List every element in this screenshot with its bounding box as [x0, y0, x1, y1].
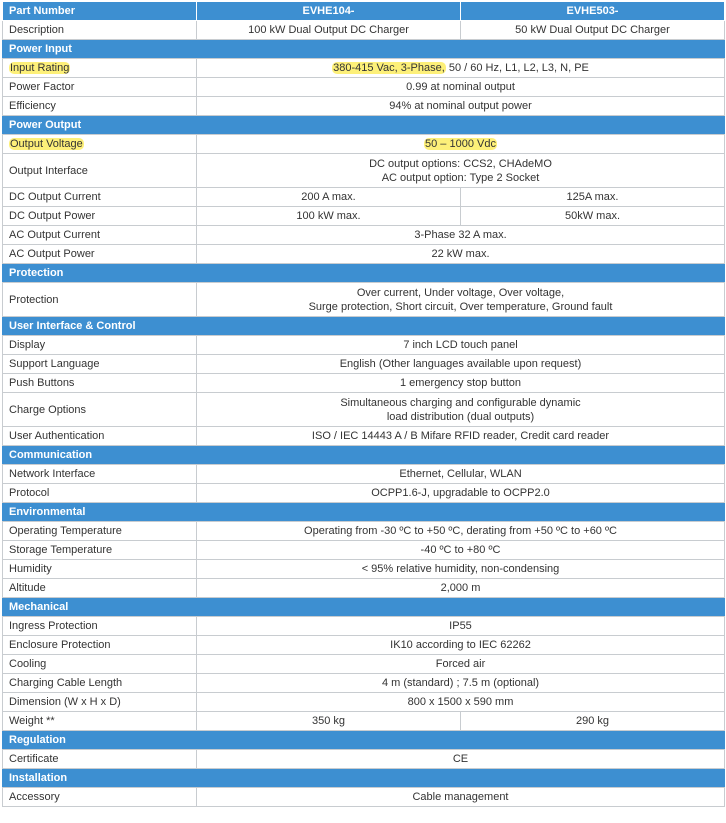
table-row-altitude [3, 579, 725, 598]
row-label: DC Output Power [3, 207, 197, 226]
row-label: Weight ** [3, 712, 197, 731]
row-value: 2,000 m [197, 579, 725, 598]
row-value [197, 135, 725, 154]
row-value: 22 kW max. [197, 245, 725, 264]
spec-table [2, 1, 725, 807]
table-row-ac-output-power [3, 245, 725, 264]
row-label: Protocol [3, 484, 197, 503]
row-value: 7 inch LCD touch panel [197, 336, 725, 355]
row-label: Cooling [3, 655, 197, 674]
row-label: AC Output Current [3, 226, 197, 245]
value-line: Surge protection, Short circuit, Over temperature, Ground fault [308, 300, 613, 313]
table-row-enclosure-protection [3, 636, 725, 655]
row-label: User Authentication [3, 427, 197, 446]
table-row-ac-output-current [3, 226, 725, 245]
row-label: Network Interface [3, 465, 197, 484]
row-value-evhe503: 50kW max. [461, 207, 725, 226]
section-environmental [3, 503, 725, 522]
row-label: Power Factor [3, 78, 197, 97]
highlight-mark: Output Voltage [10, 138, 83, 150]
value-line: Simultaneous charging and configurable dynamic [340, 396, 581, 409]
row-label: Ingress Protection [3, 617, 197, 636]
table-row-input-rating [3, 59, 725, 78]
row-value [197, 393, 725, 427]
table-row-humidity [3, 560, 725, 579]
table-row-protection [3, 283, 725, 317]
row-label: Dimension (W x H x D) [3, 693, 197, 712]
section-mechanical [3, 598, 725, 617]
table-row-network-interface [3, 465, 725, 484]
table-row-user-authentication [3, 427, 725, 446]
section-user-interface-control [3, 317, 725, 336]
row-value-evhe503: 290 kg [461, 712, 725, 731]
header-part-number: Part Number [3, 2, 197, 21]
table-row-output-voltage [3, 135, 725, 154]
row-value: 800 x 1500 x 590 mm [197, 693, 725, 712]
row-value-evhe503: 125A max. [461, 188, 725, 207]
section-title: Mechanical [3, 598, 725, 617]
row-label [3, 135, 197, 154]
section-title: Communication [3, 446, 725, 465]
section-installation [3, 769, 725, 788]
row-value: 1 emergency stop button [197, 374, 725, 393]
section-title: Regulation [3, 731, 725, 750]
table-row-charge-options [3, 393, 725, 427]
row-value-evhe104: 200 A max. [197, 188, 461, 207]
row-label: Efficiency [3, 97, 197, 116]
highlight-mark: Input Rating [10, 62, 70, 74]
row-value: CE [197, 750, 725, 769]
table-row-description [3, 21, 725, 40]
row-label: Push Buttons [3, 374, 197, 393]
row-value: IP55 [197, 617, 725, 636]
row-label: Protection [3, 283, 197, 317]
row-label: Support Language [3, 355, 197, 374]
table-row-dimension [3, 693, 725, 712]
table-row-accessory [3, 788, 725, 807]
value-rest: 50 / 60 Hz, L1, L2, L3, N, PE [445, 62, 589, 74]
section-title: Power Output [3, 116, 725, 135]
row-label: Storage Temperature [3, 541, 197, 560]
row-value: Ethernet, Cellular, WLAN [197, 465, 725, 484]
table-row-weight [3, 712, 725, 731]
highlight-mark: 50 – 1000 Vdc [425, 138, 496, 150]
table-row-ingress-protection [3, 617, 725, 636]
row-value: < 95% relative humidity, non-condensing [197, 560, 725, 579]
highlight-mark: 380-415 Vac, 3-Phase, [333, 62, 445, 74]
value-line: load distribution (dual outputs) [386, 410, 535, 423]
row-value: 4 m (standard) ; 7.5 m (optional) [197, 674, 725, 693]
row-label: Operating Temperature [3, 522, 197, 541]
row-value: 94% at nominal output power [197, 97, 725, 116]
row-value: Cable management [197, 788, 725, 807]
header-model-evhe503: EVHE503- [461, 2, 725, 21]
row-value [197, 154, 725, 188]
table-row-cooling [3, 655, 725, 674]
row-value: IK10 according to IEC 62262 [197, 636, 725, 655]
row-value: OCPP1.6-J, upgradable to OCPP2.0 [197, 484, 725, 503]
row-label: Humidity [3, 560, 197, 579]
row-label: Display [3, 336, 197, 355]
row-label: Output Interface [3, 154, 197, 188]
row-label: Altitude [3, 579, 197, 598]
row-label: Charging Cable Length [3, 674, 197, 693]
section-power-output [3, 116, 725, 135]
table-row-power-factor [3, 78, 725, 97]
row-value: Operating from -30 ºC to +50 ºC, derating from +50 ºC to +60 ºC [197, 522, 725, 541]
section-title: User Interface & Control [3, 317, 725, 336]
table-row-dc-output-current [3, 188, 725, 207]
value-line: AC output option: Type 2 Socket [381, 171, 540, 184]
row-value: English (Other languages available upon request) [197, 355, 725, 374]
row-label: DC Output Current [3, 188, 197, 207]
section-regulation [3, 731, 725, 750]
row-label: Charge Options [3, 393, 197, 427]
row-value [197, 59, 725, 78]
table-row-operating-temperature [3, 522, 725, 541]
table-row-storage-temperature [3, 541, 725, 560]
section-title: Installation [3, 769, 725, 788]
table-row-charging-cable-length [3, 674, 725, 693]
row-value: 3-Phase 32 A max. [197, 226, 725, 245]
row-value: -40 ºC to +80 ºC [197, 541, 725, 560]
value-line: DC output options: CCS2, CHAdeMO [369, 157, 552, 170]
row-value [197, 283, 725, 317]
value-line: Over current, Under voltage, Over voltage, [356, 286, 565, 299]
row-label: Accessory [3, 788, 197, 807]
row-value-evhe104: 350 kg [197, 712, 461, 731]
table-row-support-language [3, 355, 725, 374]
section-communication [3, 446, 725, 465]
section-power-input [3, 40, 725, 59]
row-value: ISO / IEC 14443 A / B Mifare RFID reader, Credit card reader [197, 427, 725, 446]
table-row-dc-output-power [3, 207, 725, 226]
table-header-row [3, 2, 725, 21]
row-label: Certificate [3, 750, 197, 769]
row-value-evhe104: 100 kW Dual Output DC Charger [197, 21, 461, 40]
section-protection [3, 264, 725, 283]
row-label [3, 59, 197, 78]
section-title: Protection [3, 264, 725, 283]
row-value: Forced air [197, 655, 725, 674]
row-value: 0.99 at nominal output [197, 78, 725, 97]
section-title: Power Input [3, 40, 725, 59]
table-row-push-buttons [3, 374, 725, 393]
table-row-efficiency [3, 97, 725, 116]
row-label: Enclosure Protection [3, 636, 197, 655]
table-row-output-interface [3, 154, 725, 188]
row-label: AC Output Power [3, 245, 197, 264]
row-value-evhe104: 100 kW max. [197, 207, 461, 226]
table-row-display [3, 336, 725, 355]
row-label: Description [3, 21, 197, 40]
table-row-protocol [3, 484, 725, 503]
header-model-evhe104: EVHE104- [197, 2, 461, 21]
table-row-certificate [3, 750, 725, 769]
row-value-evhe503: 50 kW Dual Output DC Charger [461, 21, 725, 40]
section-title: Environmental [3, 503, 725, 522]
